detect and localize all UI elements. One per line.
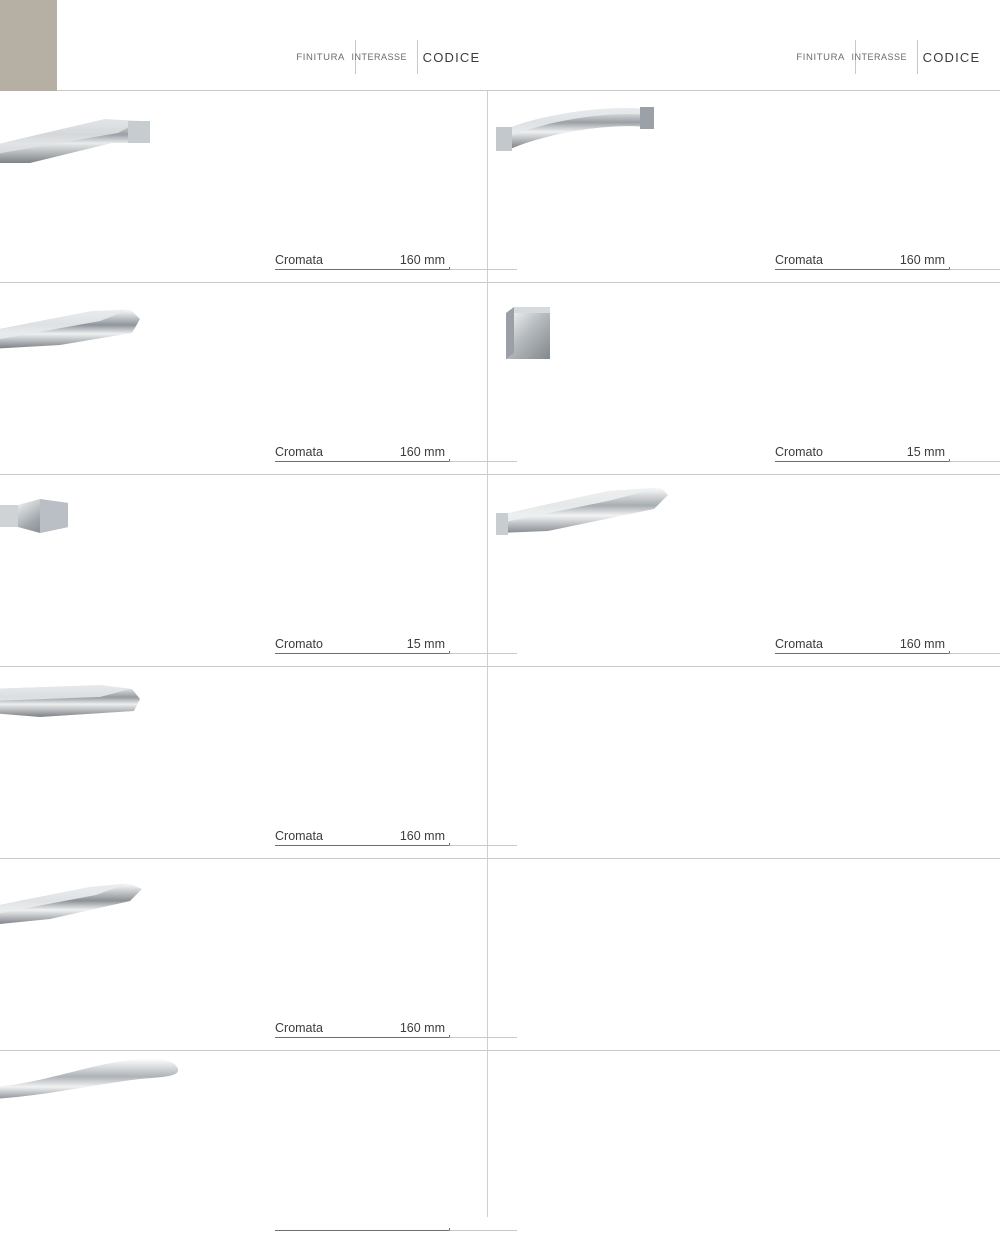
column-header-left <box>243 40 485 78</box>
product-row[interactable] <box>488 283 1000 475</box>
center-distance-value: 160 mm <box>387 445 449 462</box>
header-codice: CODICE <box>417 40 485 74</box>
product-row[interactable] <box>0 91 487 283</box>
product-row[interactable] <box>0 1051 487 1243</box>
knob-square-flat-icon <box>488 283 1000 433</box>
finish-value <box>275 1228 387 1231</box>
header-codice: CODICE <box>917 40 985 74</box>
spec-line <box>488 248 1000 270</box>
knob-square-stem-icon <box>0 475 487 625</box>
spec-line <box>488 632 1000 654</box>
product-row-empty <box>488 859 1000 1051</box>
product-row-empty <box>488 667 1000 859</box>
handle-arc-bow-icon <box>488 91 1000 241</box>
center-distance-value: 160 mm <box>387 829 449 846</box>
product-row[interactable] <box>488 91 1000 283</box>
header-finitura: FINITURA <box>296 51 345 63</box>
finish-value: Cromato <box>775 445 887 462</box>
header-interasse: INTERASSE <box>355 40 417 74</box>
handle-wave-flat-icon <box>0 283 487 433</box>
spec-line <box>488 440 1000 462</box>
center-distance-value: 15 mm <box>387 637 449 654</box>
center-distance-value <box>387 1228 449 1231</box>
handle-flat-blade-icon <box>488 475 1000 625</box>
finish-value: Cromata <box>275 445 387 462</box>
product-row-empty <box>488 1051 1000 1243</box>
header-interasse: INTERASSE <box>855 40 917 74</box>
center-distance-value: 15 mm <box>887 445 949 462</box>
finish-value: Cromata <box>275 829 387 846</box>
finish-value: Cromata <box>275 253 387 270</box>
center-distance-value: 160 mm <box>387 253 449 270</box>
center-distance-value: 160 mm <box>887 637 949 654</box>
finish-value: Cromata <box>775 253 887 270</box>
code-value <box>949 651 1000 654</box>
handle-curved-thin-icon <box>0 1051 487 1201</box>
finish-value: Cromata <box>775 637 887 654</box>
product-column-right <box>488 91 1000 1243</box>
center-distance-value: 160 mm <box>387 1021 449 1038</box>
code-value <box>949 459 1000 462</box>
product-column-left <box>0 91 487 1243</box>
product-row[interactable] <box>0 283 487 475</box>
finish-value: Cromato <box>275 637 387 654</box>
product-row[interactable] <box>0 475 487 667</box>
code-value <box>949 267 1000 270</box>
product-row[interactable] <box>0 859 487 1051</box>
product-row[interactable] <box>488 475 1000 667</box>
handle-bow-wide-icon <box>0 667 487 817</box>
product-row[interactable] <box>0 667 487 859</box>
handle-tapered-icon <box>0 859 487 1009</box>
column-header-right <box>743 40 985 78</box>
center-distance-value: 160 mm <box>887 253 949 270</box>
handle-bow-angled-icon <box>0 91 487 241</box>
finish-value: Cromata <box>275 1021 387 1038</box>
header-finitura: FINITURA <box>796 51 845 63</box>
color-swatch-block <box>0 0 57 91</box>
